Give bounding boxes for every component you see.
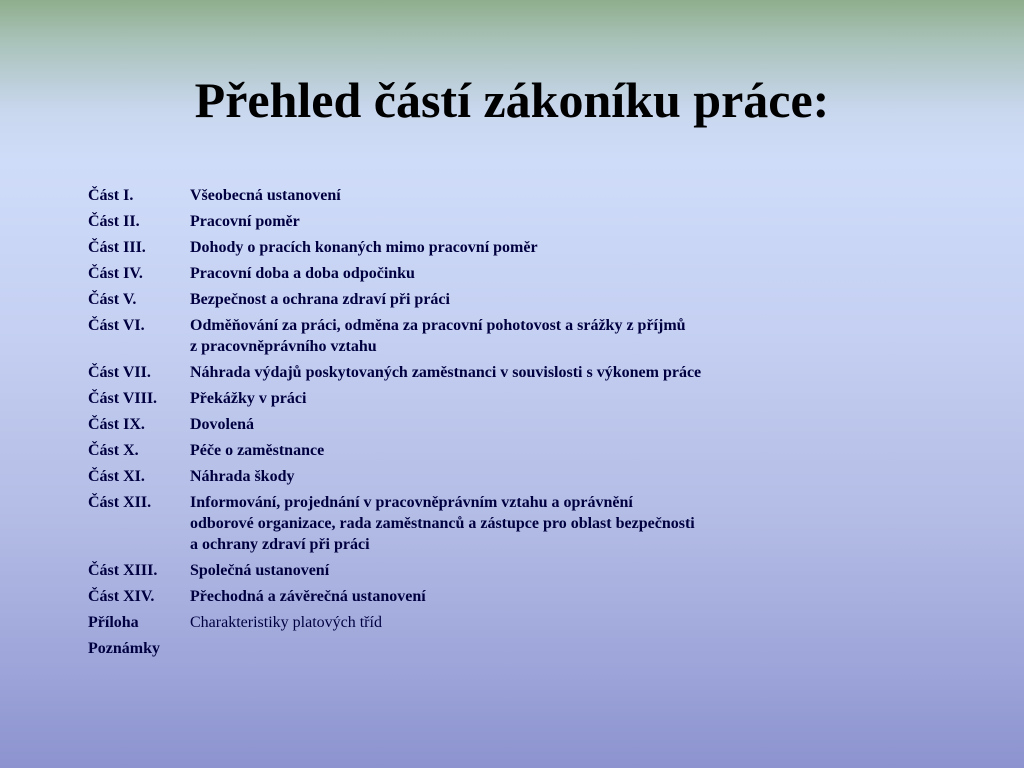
list-item	[88, 466, 868, 487]
part-description	[190, 289, 868, 310]
part-description	[190, 315, 868, 357]
list-item	[88, 263, 868, 284]
list-item	[88, 185, 868, 206]
list-item	[88, 388, 868, 409]
part-description	[190, 560, 868, 581]
part-description	[190, 237, 868, 258]
part-description	[190, 466, 868, 487]
part-label: Část IV.	[88, 265, 143, 282]
part-description-line: Péče o zaměstnance	[190, 442, 325, 459]
slide-title: Přehled částí zákoníku práce:	[194, 72, 830, 128]
part-description-line: Náhrada výdajů poskytovaných zaměstnanci v souvislosti s výkonem práce	[190, 364, 702, 381]
list-item	[88, 492, 868, 555]
list-item	[88, 289, 868, 310]
parts-list	[88, 185, 868, 664]
part-description-line: Informování, projednání v pracovněprávním vztahu a oprávnění	[190, 494, 633, 511]
part-description	[190, 362, 868, 383]
part-label: Část VIII.	[88, 390, 158, 407]
part-label: Část IX.	[88, 416, 145, 433]
part-description-line: a ochrany zdraví při práci	[190, 536, 370, 553]
part-description-line: Náhrada škody	[190, 468, 295, 485]
part-description	[190, 586, 868, 607]
list-item	[88, 211, 868, 232]
part-description	[190, 388, 868, 409]
part-description	[190, 263, 868, 284]
part-description-line: Odměňování za práci, odměna za pracovní pohotovost a srážky z příjmů	[190, 317, 686, 334]
list-item	[88, 586, 868, 607]
part-label: Část VI.	[88, 317, 145, 334]
list-item	[88, 440, 868, 461]
part-label: Část VII.	[88, 364, 151, 381]
part-label: Část III.	[88, 239, 146, 256]
list-item	[88, 362, 868, 383]
part-description-line: Pracovní poměr	[190, 213, 300, 230]
part-description-line: z pracovněprávního vztahu	[190, 338, 377, 355]
list-item	[88, 638, 868, 659]
part-label: Část I.	[88, 187, 134, 204]
part-description-line: Pracovní doba a doba odpočinku	[190, 265, 415, 282]
part-description-line: Přechodná a závěrečná ustanovení	[190, 588, 426, 605]
part-description-line: odborové organizace, rada zaměstnanců a zástupce pro oblast bezpečnosti	[190, 515, 695, 532]
part-description-line: Dovolená	[190, 416, 254, 433]
part-description-line: Všeobecná ustanovení	[190, 187, 341, 204]
part-description	[190, 211, 868, 232]
part-description	[190, 440, 868, 461]
list-item	[88, 237, 868, 258]
list-item	[88, 612, 868, 633]
part-description	[190, 185, 868, 206]
part-description	[190, 492, 868, 555]
part-label: Část V.	[88, 291, 137, 308]
part-label: Příloha	[88, 614, 139, 631]
part-label: Poznámky	[88, 640, 160, 657]
part-description-line: Společná ustanovení	[190, 562, 330, 579]
part-description-line: Dohody o pracích konaných mimo pracovní poměr	[190, 239, 538, 256]
part-description-line: Bezpečnost a ochrana zdraví při práci	[190, 291, 450, 308]
list-item	[88, 414, 868, 435]
part-description	[190, 414, 868, 435]
part-description	[190, 638, 868, 659]
part-label: Část XI.	[88, 468, 145, 485]
list-item	[88, 315, 868, 357]
part-description-line: Charakteristiky platových tříd	[190, 614, 382, 631]
part-label: Část XII.	[88, 494, 152, 511]
part-label: Část XIV.	[88, 588, 155, 605]
part-label: Část II.	[88, 213, 140, 230]
part-description	[190, 612, 868, 633]
part-label: Část X.	[88, 442, 139, 459]
part-description-line: Překážky v práci	[190, 390, 307, 407]
list-item	[88, 560, 868, 581]
part-label: Část XIII.	[88, 562, 158, 579]
